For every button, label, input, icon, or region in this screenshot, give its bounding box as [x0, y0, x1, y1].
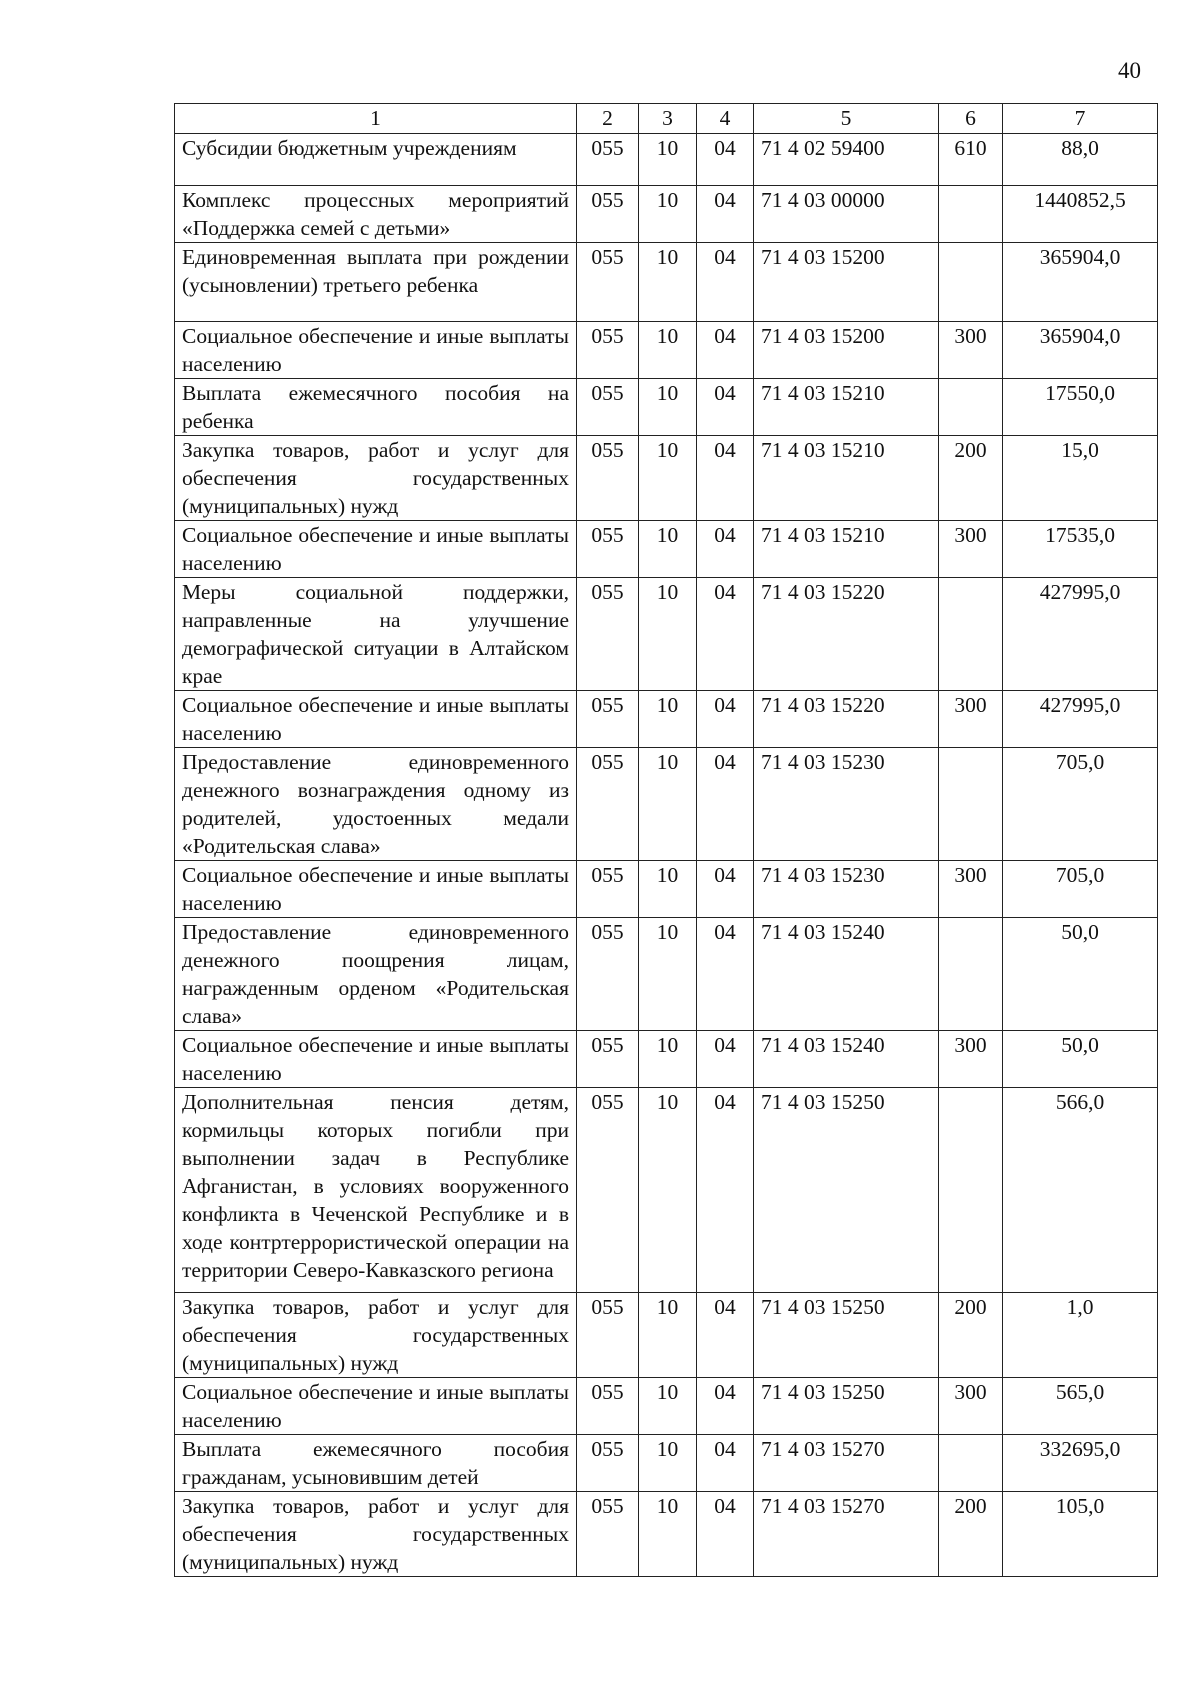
- row-col6: 200: [939, 1293, 1003, 1378]
- row-col6: [939, 918, 1003, 1031]
- row-col6: [939, 748, 1003, 861]
- row-col2: 055: [577, 861, 639, 918]
- row-col5: 71 4 03 15250: [754, 1088, 939, 1293]
- row-col3: 10: [639, 1435, 697, 1492]
- row-col3: 10: [639, 322, 697, 379]
- row-col4: 04: [697, 691, 754, 748]
- row-col5: 71 4 03 15210: [754, 521, 939, 578]
- row-col6: 300: [939, 1378, 1003, 1435]
- row-name: Субсидии бюджетным учреждениям: [175, 134, 577, 186]
- row-col3: 10: [639, 1378, 697, 1435]
- row-col4: 04: [697, 1492, 754, 1577]
- table-row: [175, 322, 1158, 379]
- row-col6: [939, 1435, 1003, 1492]
- row-amount: 15,0: [1003, 436, 1158, 521]
- column-header: 3: [639, 104, 697, 134]
- row-name: Социальное обеспечение и иные выплаты населению: [175, 861, 577, 918]
- row-col4: 04: [697, 243, 754, 322]
- row-col6: [939, 578, 1003, 691]
- row-col2: 055: [577, 134, 639, 186]
- table-row: [175, 379, 1158, 436]
- row-col5: 71 4 03 15200: [754, 322, 939, 379]
- row-col5: 71 4 03 15210: [754, 436, 939, 521]
- row-name: Социальное обеспечение и иные выплаты населению: [175, 322, 577, 379]
- row-col4: 04: [697, 578, 754, 691]
- column-header: 6: [939, 104, 1003, 134]
- row-name: Закупка товаров, работ и услуг для обеспечения государственных (муниципальных) нужд: [175, 1492, 577, 1577]
- row-name: Выплата ежемесячного пособия гражданам, усыновившим детей: [175, 1435, 577, 1492]
- row-name: Предоставление единовременного денежного вознаграждения одному из родителей, удостоенных медали «Родительская слава»: [175, 748, 577, 861]
- table-row: [175, 1435, 1158, 1492]
- row-name: Дополнительная пенсия детям, кормильцы которых погибли при выполнении задач в Республике Афганистан, в условиях вооруженного конфликта в Чеченской Республике и в ходе контртеррористической операции на территории Северо-Кавказского региона: [175, 1088, 577, 1293]
- row-col3: 10: [639, 1492, 697, 1577]
- row-amount: 50,0: [1003, 1031, 1158, 1088]
- table-row: [175, 1378, 1158, 1435]
- row-col6: [939, 186, 1003, 243]
- table-row: [175, 186, 1158, 243]
- row-amount: 332695,0: [1003, 1435, 1158, 1492]
- row-col5: 71 4 03 15210: [754, 379, 939, 436]
- row-name: Меры социальной поддержки, направленные на улучшение демографической ситуации в Алтайском крае: [175, 578, 577, 691]
- table-row: [175, 436, 1158, 521]
- row-col2: 055: [577, 186, 639, 243]
- row-col3: 10: [639, 691, 697, 748]
- row-col3: 10: [639, 748, 697, 861]
- row-amount: 1440852,5: [1003, 186, 1158, 243]
- row-col2: 055: [577, 1492, 639, 1577]
- row-col6: 300: [939, 861, 1003, 918]
- row-amount: 705,0: [1003, 748, 1158, 861]
- row-col6: 300: [939, 521, 1003, 578]
- row-col4: 04: [697, 1088, 754, 1293]
- row-col4: 04: [697, 134, 754, 186]
- row-col3: 10: [639, 918, 697, 1031]
- row-amount: 105,0: [1003, 1492, 1158, 1577]
- row-col4: 04: [697, 521, 754, 578]
- row-col2: 055: [577, 521, 639, 578]
- row-col4: 04: [697, 436, 754, 521]
- row-col3: 10: [639, 1031, 697, 1088]
- column-header: 1: [175, 104, 577, 134]
- row-name: Социальное обеспечение и иные выплаты населению: [175, 691, 577, 748]
- row-col3: 10: [639, 861, 697, 918]
- table-row: [175, 1088, 1158, 1293]
- row-col2: 055: [577, 1088, 639, 1293]
- row-col5: 71 4 03 00000: [754, 186, 939, 243]
- row-col4: 04: [697, 861, 754, 918]
- row-amount: 427995,0: [1003, 691, 1158, 748]
- row-col4: 04: [697, 186, 754, 243]
- row-col6: 300: [939, 691, 1003, 748]
- row-col5: 71 4 02 59400: [754, 134, 939, 186]
- row-col4: 04: [697, 1031, 754, 1088]
- row-col6: 200: [939, 1492, 1003, 1577]
- row-col3: 10: [639, 379, 697, 436]
- row-col3: 10: [639, 1088, 697, 1293]
- row-col2: 055: [577, 1435, 639, 1492]
- row-col5: 71 4 03 15200: [754, 243, 939, 322]
- row-col6: [939, 379, 1003, 436]
- table-row: [175, 1293, 1158, 1378]
- row-amount: 1,0: [1003, 1293, 1158, 1378]
- row-amount: 365904,0: [1003, 243, 1158, 322]
- table-row: [175, 748, 1158, 861]
- row-col3: 10: [639, 1293, 697, 1378]
- row-col6: 300: [939, 322, 1003, 379]
- row-col6: [939, 1088, 1003, 1293]
- row-col5: 71 4 03 15250: [754, 1293, 939, 1378]
- row-amount: 365904,0: [1003, 322, 1158, 379]
- row-col4: 04: [697, 1293, 754, 1378]
- row-col5: 71 4 03 15270: [754, 1435, 939, 1492]
- row-col2: 055: [577, 1031, 639, 1088]
- page-number: 40: [1118, 58, 1141, 83]
- row-col2: 055: [577, 691, 639, 748]
- row-col3: 10: [639, 436, 697, 521]
- row-col2: 055: [577, 1293, 639, 1378]
- row-name: Комплекс процессных мероприятий «Поддержка семей с детьми»: [175, 186, 577, 243]
- row-name: Закупка товаров, работ и услуг для обеспечения государственных (муниципальных) нужд: [175, 436, 577, 521]
- row-col5: 71 4 03 15270: [754, 1492, 939, 1577]
- row-col2: 055: [577, 578, 639, 691]
- row-col3: 10: [639, 243, 697, 322]
- row-col5: 71 4 03 15230: [754, 748, 939, 861]
- row-name: Выплата ежемесячного пособия на ребенка: [175, 379, 577, 436]
- row-col4: 04: [697, 379, 754, 436]
- row-name: Социальное обеспечение и иные выплаты населению: [175, 1031, 577, 1088]
- table-row: [175, 243, 1158, 322]
- row-col5: 71 4 03 15220: [754, 578, 939, 691]
- row-col6: [939, 243, 1003, 322]
- table-row: [175, 691, 1158, 748]
- row-col4: 04: [697, 322, 754, 379]
- row-col4: 04: [697, 748, 754, 861]
- table-row: [175, 134, 1158, 186]
- row-col5: 71 4 03 15240: [754, 1031, 939, 1088]
- row-amount: 17535,0: [1003, 521, 1158, 578]
- column-header: 4: [697, 104, 754, 134]
- row-col4: 04: [697, 1378, 754, 1435]
- row-name: Предоставление единовременного денежного поощрения лицам, награжденным орденом «Родительская слава»: [175, 918, 577, 1031]
- row-amount: 17550,0: [1003, 379, 1158, 436]
- row-amount: 565,0: [1003, 1378, 1158, 1435]
- budget-table: [174, 103, 1158, 1577]
- row-col3: 10: [639, 521, 697, 578]
- row-amount: 88,0: [1003, 134, 1158, 186]
- row-name: Закупка товаров, работ и услуг для обеспечения государственных (муниципальных) нужд: [175, 1293, 577, 1378]
- row-col6: 300: [939, 1031, 1003, 1088]
- row-amount: 50,0: [1003, 918, 1158, 1031]
- row-amount: 427995,0: [1003, 578, 1158, 691]
- row-col2: 055: [577, 379, 639, 436]
- row-col5: 71 4 03 15230: [754, 861, 939, 918]
- row-col2: 055: [577, 436, 639, 521]
- header-row: [175, 104, 1158, 134]
- row-col2: 055: [577, 918, 639, 1031]
- row-col2: 055: [577, 748, 639, 861]
- table-row: [175, 861, 1158, 918]
- row-col5: 71 4 03 15240: [754, 918, 939, 1031]
- column-header: 7: [1003, 104, 1158, 134]
- row-col3: 10: [639, 186, 697, 243]
- row-col4: 04: [697, 1435, 754, 1492]
- table-row: [175, 578, 1158, 691]
- table-body: [175, 134, 1158, 1577]
- column-header: 2: [577, 104, 639, 134]
- row-name: Единовременная выплата при рождении (усыновлении) третьего ребенка: [175, 243, 577, 322]
- row-col3: 10: [639, 578, 697, 691]
- row-col2: 055: [577, 1378, 639, 1435]
- row-col6: 200: [939, 436, 1003, 521]
- row-col5: 71 4 03 15220: [754, 691, 939, 748]
- row-col6: 610: [939, 134, 1003, 186]
- row-amount: 566,0: [1003, 1088, 1158, 1293]
- table-row: [175, 1031, 1158, 1088]
- row-name: Социальное обеспечение и иные выплаты населению: [175, 521, 577, 578]
- table-row: [175, 521, 1158, 578]
- column-header: 5: [754, 104, 939, 134]
- table-row: [175, 918, 1158, 1031]
- row-col3: 10: [639, 134, 697, 186]
- row-col2: 055: [577, 322, 639, 379]
- row-name: Социальное обеспечение и иные выплаты населению: [175, 1378, 577, 1435]
- row-amount: 705,0: [1003, 861, 1158, 918]
- row-col2: 055: [577, 243, 639, 322]
- table-row: [175, 1492, 1158, 1577]
- row-col5: 71 4 03 15250: [754, 1378, 939, 1435]
- row-col4: 04: [697, 918, 754, 1031]
